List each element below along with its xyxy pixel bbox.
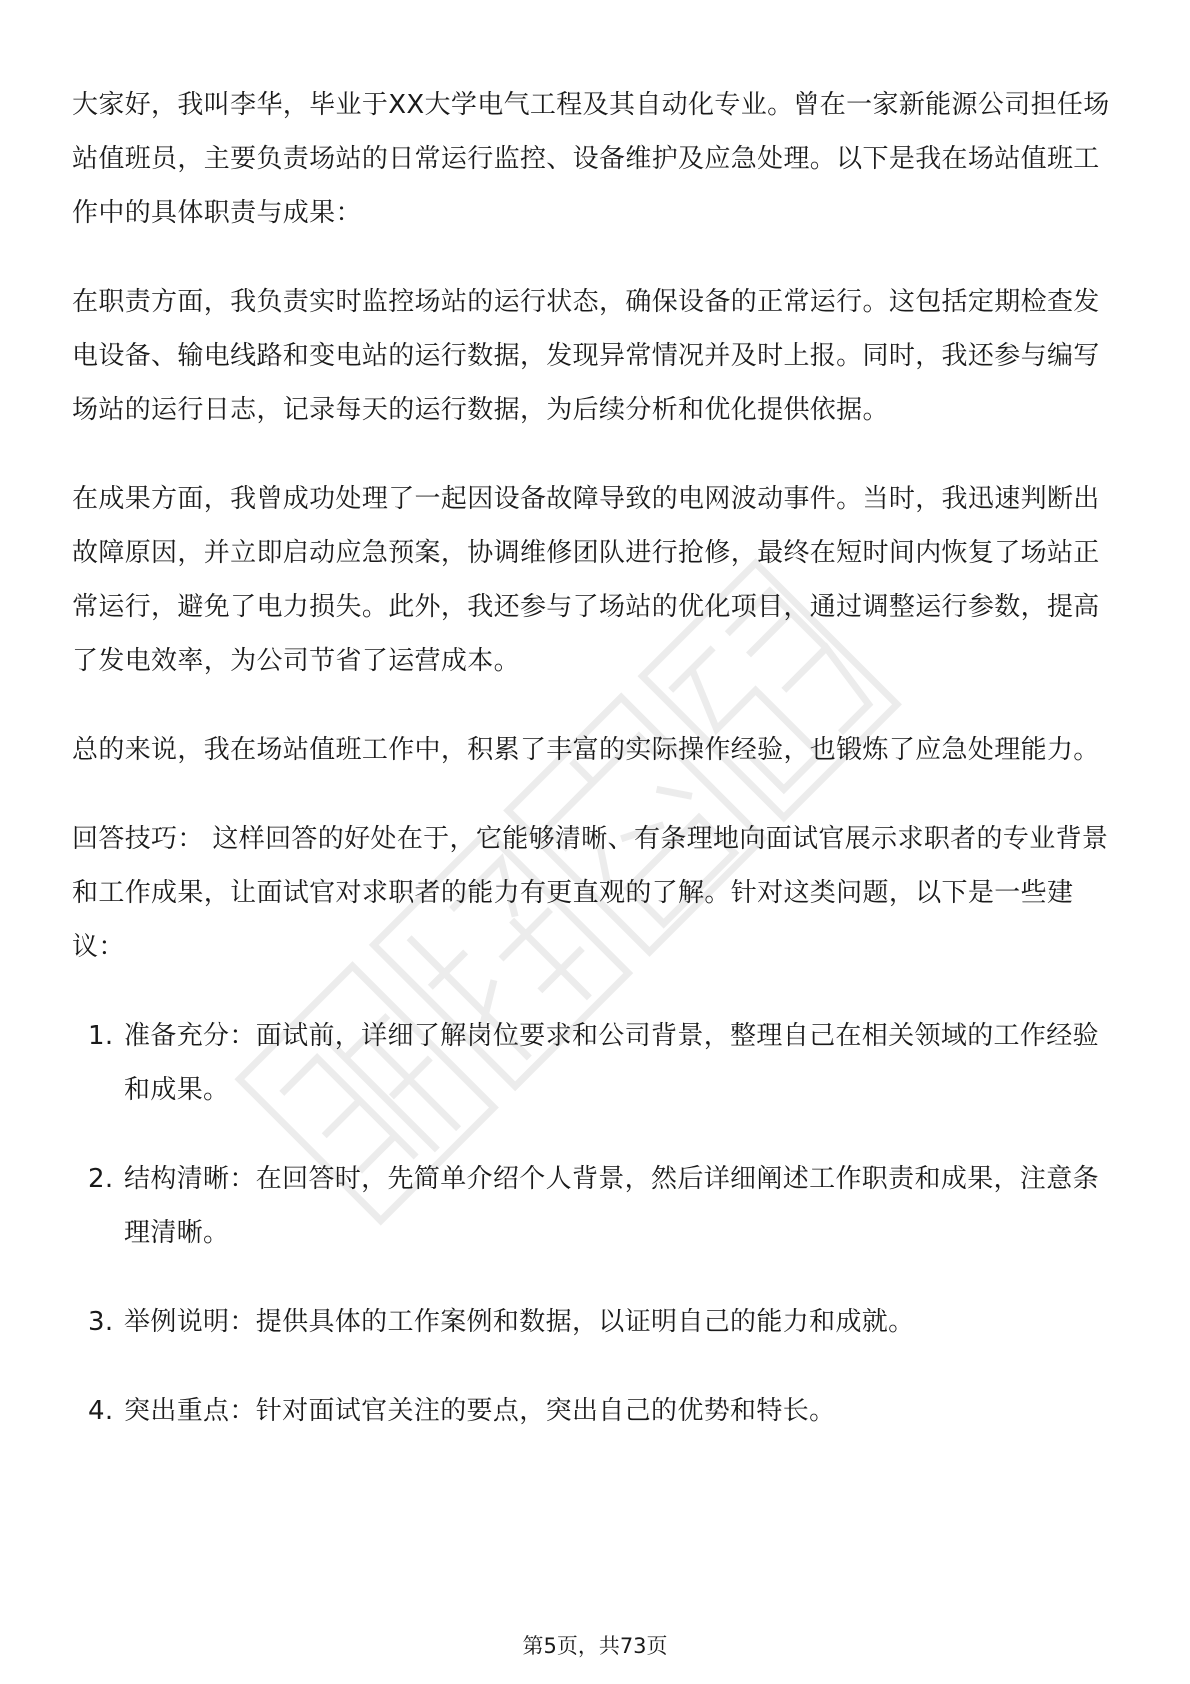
- list-text: 结构清晰：在回答时，先简单介绍个人背景，然后详细阐述工作职责和成果，注意条理清晰。: [124, 1164, 1099, 1248]
- responsibilities-paragraph: 在职责方面，我负责实时监控场站的运行状态，确保设备的正常运行。这包括定期检查发电设备、输电线路和变电站的运行数据，发现异常情况并及时上报。同时，我还参与编写场站的运行日志，记录每天的运行数据，为后续分析和优化提供依据。: [72, 287, 1100, 425]
- document-page: [72, 78, 1124, 1473]
- tips-list: [72, 1009, 1124, 1438]
- achievements-paragraph: 在成果方面，我曾成功处理了一起因设备故障导致的电网波动事件。当时，我迅速判断出故障原因，并立即启动应急预案，协调维修团队进行抢修，最终在短时间内恢复了场站正常运行，避免了电力损失。此外，我还参与了场站的优化项目，通过调整运行参数，提高了发电效率，为公司节省了运营成本。: [72, 484, 1100, 676]
- list-item: [72, 1152, 1124, 1260]
- intro-paragraph: 大家好，我叫李华，毕业于XX大学电气工程及其自动化专业。曾在一家新能源公司担任场站值班员，主要负责场站的日常运行监控、设备维护及应急处理。以下是我在场站值班工作中的具体职责与成果：: [72, 90, 1110, 228]
- summary-paragraph: 总的来说，我在场站值班工作中，积累了丰富的实际操作经验，也锻炼了应急处理能力。: [72, 735, 1100, 765]
- list-number: 4.: [88, 1396, 114, 1426]
- page-number: 第5页，共73页: [522, 1634, 668, 1658]
- list-number: 2.: [88, 1164, 114, 1194]
- list-number: 3.: [88, 1307, 114, 1337]
- list-text: 突出重点：针对面试官关注的要点，突出自己的优势和特长。: [124, 1396, 836, 1426]
- list-text: 准备充分：面试前，详细了解岗位要求和公司背景，整理自己在相关领域的工作经验和成果。: [124, 1021, 1099, 1105]
- list-item: [72, 1384, 1124, 1438]
- list-text: 举例说明：提供具体的工作案例和数据，以证明自己的能力和成就。: [124, 1307, 915, 1337]
- list-number: 1.: [88, 1021, 114, 1051]
- answer-tips-paragraph: 回答技巧： 这样回答的好处在于，它能够清晰、有条理地向面试官展示求职者的专业背景和工作成果，让面试官对求职者的能力有更直观的了解。针对这类问题，以下是一些建议：: [72, 824, 1109, 962]
- list-item: [72, 1009, 1124, 1117]
- list-item: [72, 1295, 1124, 1349]
